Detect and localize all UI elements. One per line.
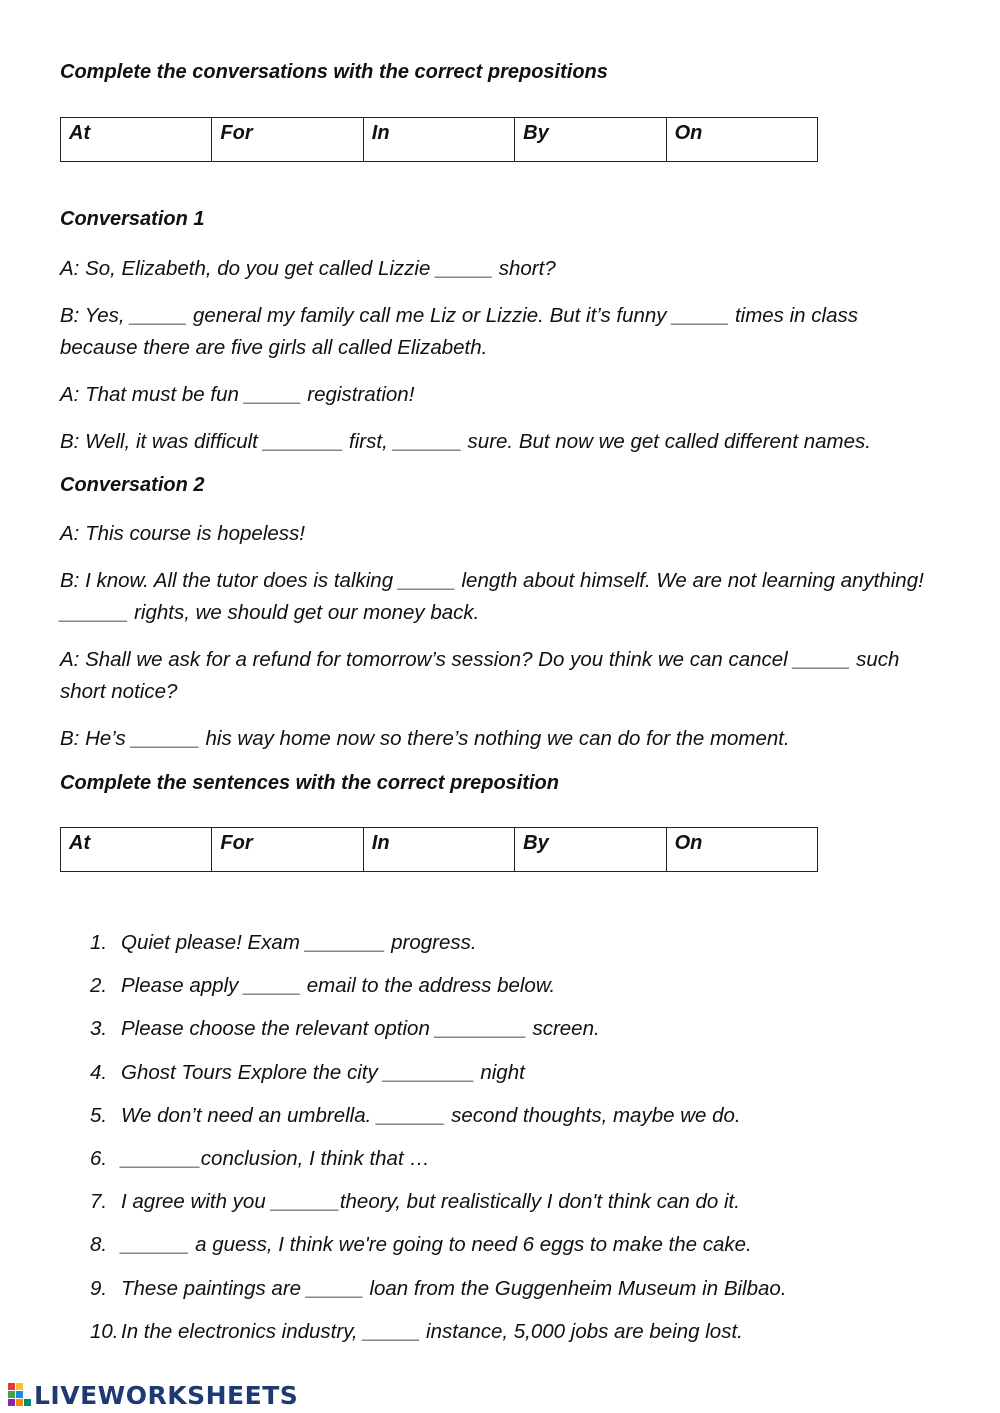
sentence-item — [90, 1317, 950, 1360]
sentence-text: We don’t need an umbrella. ______ second thoughts, maybe we do. — [121, 1103, 741, 1127]
sentence-number: 10. — [90, 1319, 119, 1343]
preposition-cell: For — [212, 118, 363, 162]
preposition-box-2 — [60, 827, 818, 872]
conversation1-line: A: So, Elizabeth, do you get called Lizzie _____ short? — [60, 257, 556, 280]
sentence-number: 9. — [90, 1276, 108, 1300]
sentence-item — [90, 1187, 950, 1230]
preposition-cell: At — [61, 118, 212, 162]
liveworksheets-logo-icon — [8, 1383, 32, 1407]
sentence-text: I agree with you ______theory, but realistically I don't think can do it. — [121, 1190, 740, 1214]
conversation1-line: B: Yes, _____ general my family call me Liz or Lizzie. But it’s funny _____ times in class because there are five girls all called Elizabeth. — [60, 304, 858, 359]
sentence-text: Please apply _____ email to the address below. — [121, 974, 556, 998]
sentence-item — [90, 971, 950, 1014]
sentence-text: ______ a guess, I think we're going to need 6 eggs to make the cake. — [121, 1233, 752, 1257]
sentence-number: 8. — [90, 1233, 108, 1257]
sentence-text: These paintings are _____ loan from the Guggenheim Museum in Bilbao. — [121, 1276, 787, 1300]
sentence-item — [90, 1058, 950, 1101]
sentence-text: Ghost Tours Explore the city ________ night — [121, 1060, 525, 1084]
sentence-number: 6. — [90, 1146, 108, 1170]
sentence-item — [90, 1230, 950, 1273]
conversation2-line: B: I know. All the tutor does is talking _____ length about himself. We are not learning anything! ______ rights, we should get our money back. — [60, 569, 924, 624]
sentence-text: Quiet please! Exam _______ progress. — [121, 931, 477, 954]
sentence-text: Please choose the relevant option ________ screen. — [121, 1017, 600, 1041]
sentence-number: 4. — [90, 1060, 108, 1084]
sentence-item — [90, 1101, 950, 1144]
sentence-number: 7. — [90, 1190, 108, 1214]
sentence-number: 3. — [90, 1017, 108, 1041]
preposition-cell: On — [666, 828, 817, 872]
conversation1-title: Conversation 1 — [60, 208, 205, 230]
sentence-text: _______conclusion, I think that … — [121, 1146, 430, 1170]
sentence-item — [90, 1014, 950, 1057]
conversation2-title: Conversation 2 — [60, 474, 205, 496]
section2-title: Complete the sentences with the correct preposition — [60, 772, 559, 794]
preposition-box-1 — [60, 117, 818, 162]
liveworksheets-logo[interactable] — [8, 1380, 298, 1410]
sentence-number: 2. — [90, 974, 108, 998]
conversation2-line: A: Shall we ask for a refund for tomorrow’s session? Do you think we can cancel _____ such short notice? — [60, 648, 900, 703]
sentence-list — [90, 928, 950, 1360]
conversation2-line: A: This course is hopeless! — [60, 522, 305, 545]
sentence-item — [90, 1144, 950, 1187]
conversation1-line: B: Well, it was difficult _______ first, ______ sure. But now we get called different names. — [60, 430, 871, 453]
preposition-cell: By — [515, 118, 666, 162]
conversation1-line: A: That must be fun _____ registration! — [60, 383, 415, 406]
preposition-cell: In — [363, 828, 514, 872]
sentence-item — [90, 1274, 950, 1317]
preposition-cell: By — [515, 828, 666, 872]
sentence-number: 5. — [90, 1103, 108, 1127]
sentence-item — [90, 928, 950, 971]
preposition-cell: In — [363, 118, 514, 162]
section1-title: Complete the conversations with the correct prepositions — [60, 61, 608, 83]
conversation2-line: B: He’s ______ his way home now so there’s nothing we can do for the moment. — [60, 727, 790, 750]
sentence-number: 1. — [90, 931, 108, 954]
liveworksheets-logo-text: LIVEWORKSHEETS — [34, 1380, 299, 1410]
preposition-cell: On — [666, 118, 817, 162]
preposition-cell: For — [212, 828, 363, 872]
sentence-text: In the electronics industry, _____ instance, 5,000 jobs are being lost. — [121, 1319, 743, 1343]
preposition-cell: At — [61, 828, 212, 872]
